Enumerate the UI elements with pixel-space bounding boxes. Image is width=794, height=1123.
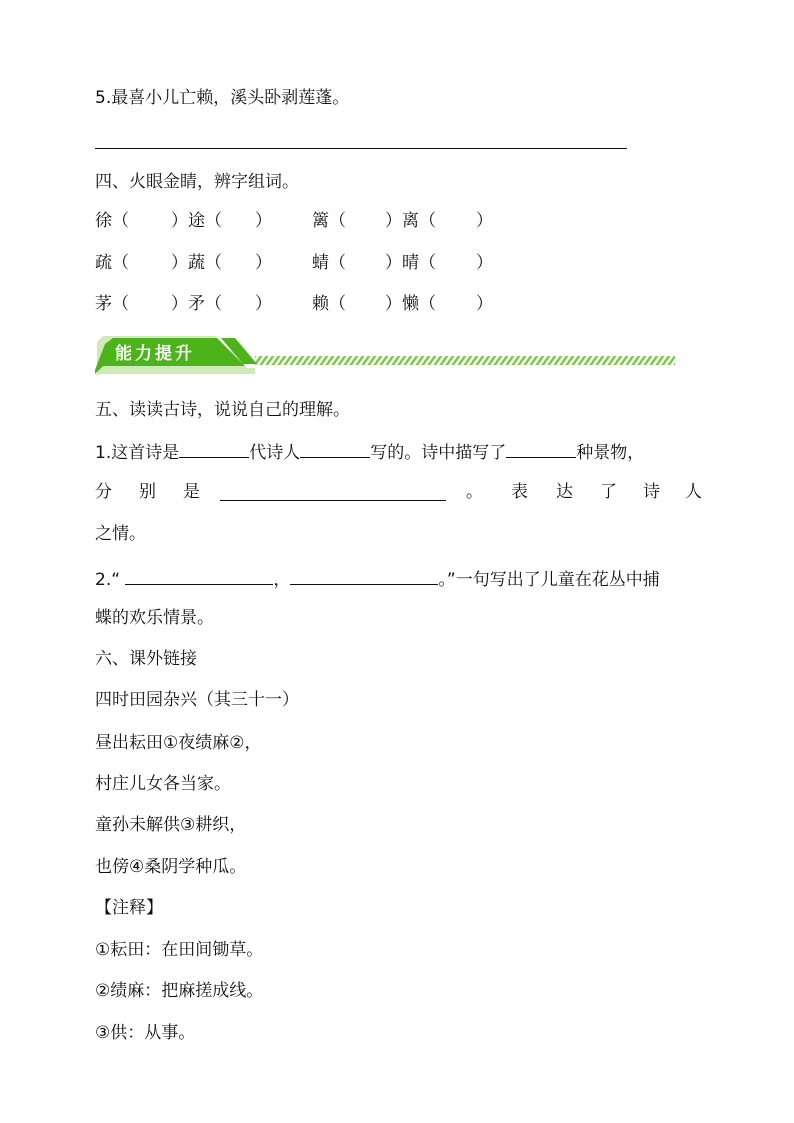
poem-line: 村庄儿女各当家。 xyxy=(95,774,231,794)
section-5-title: 五、读读古诗，说说自己的理解。 xyxy=(95,400,350,420)
q1-text-a: 1.这首诗是 xyxy=(95,443,180,463)
spread-char: 表 xyxy=(511,482,528,502)
question-5: 5.最喜小儿亡赖，溪头卧剥莲蓬。 xyxy=(95,88,350,108)
q1-line-1 xyxy=(95,439,644,465)
banner-stripe xyxy=(255,356,675,365)
char-cell: ）懒（ xyxy=(385,294,436,314)
blank-dynasty[interactable] xyxy=(179,439,249,458)
spread-char: 别 xyxy=(139,482,156,502)
spread-char: 。 xyxy=(466,482,483,502)
q1-text-d: 种景物， xyxy=(576,443,645,463)
char-cell: ）途（ xyxy=(171,211,222,231)
ability-banner xyxy=(95,334,685,380)
poem-title: 四时田园杂兴（其三十一） xyxy=(95,690,299,710)
poem-line: 也傍④桑阴学种瓜。 xyxy=(95,857,247,877)
char-cell: ） xyxy=(476,211,493,231)
note-line: ①耘田：在田间锄草。 xyxy=(95,940,264,960)
char-cell: ）离（ xyxy=(385,211,436,231)
spread-char: 分 xyxy=(95,482,112,502)
char-cell: ） xyxy=(255,211,272,231)
q2-text-b: ， xyxy=(273,570,291,590)
char-cell: 篱（ xyxy=(312,211,346,231)
blank-verse-2[interactable] xyxy=(290,566,438,585)
spread-char: 人 xyxy=(685,482,702,502)
q2-text-c: 。”一句写出了儿童在花丛中捕 xyxy=(438,570,660,590)
char-cell: 茅（ xyxy=(95,294,129,314)
spread-char: 了 xyxy=(600,482,617,502)
q2-line-1 xyxy=(95,566,660,592)
poem-line: 童孙未解供③耕织， xyxy=(95,815,247,835)
char-cell: ）蔬（ xyxy=(171,253,222,273)
blank-verse-1[interactable] xyxy=(125,566,273,585)
blank-scenery[interactable] xyxy=(220,482,446,501)
section-4-title: 四、火眼金睛，辨字组词。 xyxy=(95,172,299,192)
q1-text-c: 写的。诗中描写了 xyxy=(370,443,507,463)
section-6-title: 六、课外链接 xyxy=(95,649,197,669)
note-line: ③供：从事。 xyxy=(95,1023,196,1043)
q1-text-b: 代诗人 xyxy=(249,443,301,463)
char-cell: ） xyxy=(476,253,493,273)
spread-char: 达 xyxy=(556,482,573,502)
char-cell: ）晴（ xyxy=(385,253,436,273)
q1-line-2 xyxy=(95,480,705,504)
q2-line-2: 蝶的欢乐情景。 xyxy=(95,608,214,628)
answer-line-q5 xyxy=(95,148,627,149)
char-cell: ） xyxy=(255,253,272,273)
char-cell: 蜻（ xyxy=(312,253,346,273)
char-cell: 赖（ xyxy=(312,294,346,314)
blank-poet[interactable] xyxy=(300,439,370,458)
spread-char: 是 xyxy=(183,482,200,502)
blank-count[interactable] xyxy=(506,439,576,458)
char-cell: ） xyxy=(476,294,493,314)
note-line: ②绩麻：把麻搓成线。 xyxy=(95,981,264,1001)
char-cell: ） xyxy=(255,294,272,314)
q2-text-a: 2.“ xyxy=(95,570,126,590)
notes-title: 【注释】 xyxy=(95,898,163,918)
char-cell: 徐（ xyxy=(95,211,129,231)
poem-line: 昼出耘田①夜绩麻②， xyxy=(95,733,262,753)
spread-char: 诗 xyxy=(643,482,660,502)
banner-title: 能力提升 xyxy=(115,344,195,364)
char-cell: ）矛（ xyxy=(171,294,222,314)
q1-line-3: 之情。 xyxy=(95,524,146,544)
char-cell: 疏（ xyxy=(95,253,129,273)
